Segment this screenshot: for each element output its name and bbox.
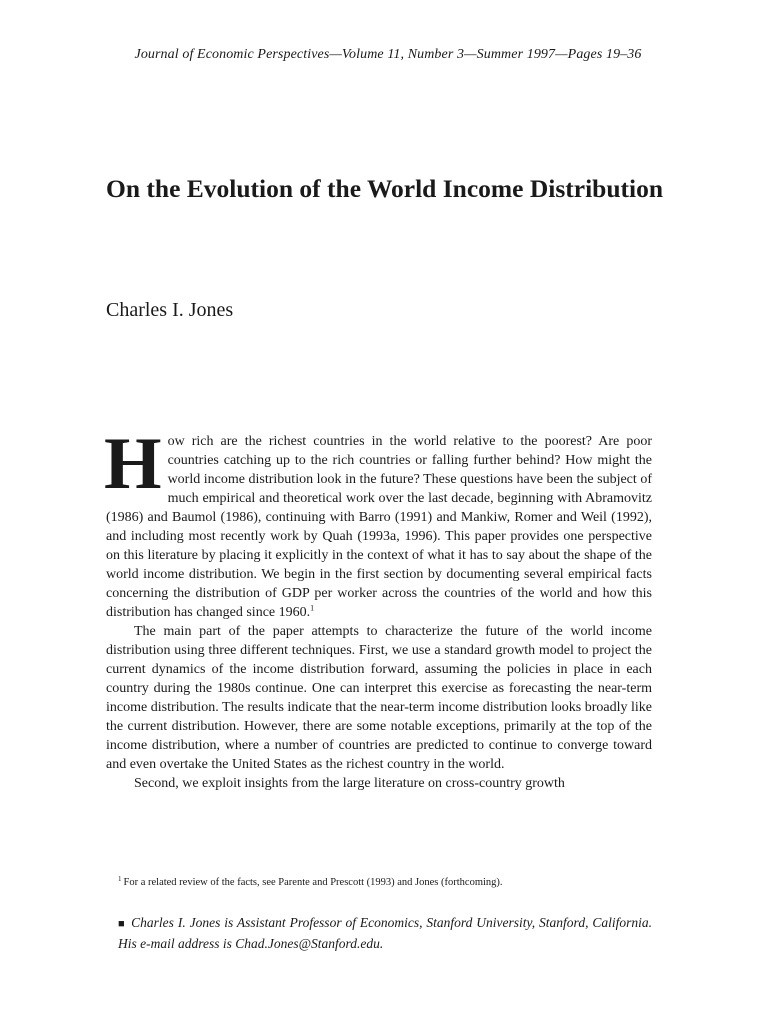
affiliation-text: Charles I. Jones is Assistant Professor of Economics, Stanford University, Stanford, California. His e-mail address is Chad.Jones@Stanford.edu. [118,915,652,951]
footnote [118,876,652,890]
paragraph-3: Second, we exploit insights from the large literature on cross-country growth [134,776,565,791]
article-author: Charles I. Jones [106,299,234,321]
article-body [104,423,652,793]
footnote-ref[interactable]: 1 [310,603,315,613]
article-title: On the Evolution of the World Income Distribution [106,174,664,203]
paragraph-2: The main part of the paper attempts to characterize the future of the world income distribution using three different techniques. First, we use a standard growth model to project the current dynamics of the income distribution forward, assuming the policies in place in each country during the 1980s continue. One can interpret this exercise as forecasting the near-term income distribution. The results indicate that the near-term income distribution looks broadly like the current distribution. However, there are some notable exceptions, primarily at the top of the income distribution, where a number of countries are predicted to continue to converge toward and even overtake the United States as the richest country in the world. [106,624,652,772]
author-affiliation [118,913,652,953]
drop-cap: H [104,423,162,505]
journal-header: Journal of Economic Perspectives—Volume 11, Number 3—Summer 1997—Pages 19–36 [134,47,642,62]
footnote-text: For a related review of the facts, see Parente and Prescott (1993) and Jones (forthcoming). [123,877,503,888]
paragraph-1 [104,423,652,622]
footnote-number: 1 [118,874,122,883]
square-bullet-icon: ■ [118,918,126,930]
paragraph-1-text: ow rich are the richest countries in the world relative to the poorest? Are poor countries catching up to the rich countries or falling further behind? How might the world income distribution look in the future? These questions have been the subject of much empirical and theoretical work over the last decade, beginning with Abramovitz (1986) and Baumol (1986), continuing with Barro (1991) and Mankiw, Romer and Weil (1992), and including most recently work by Quah (1993a, 1996). This paper provides one perspective on this literature by placing it explicitly in the context of what it has to say about the shape of the world income distribution. We begin in the first section by documenting several empirical facts concerning the distribution of GDP per worker across the countries of the world and how this distribution has changed since 1960. [106,434,652,620]
